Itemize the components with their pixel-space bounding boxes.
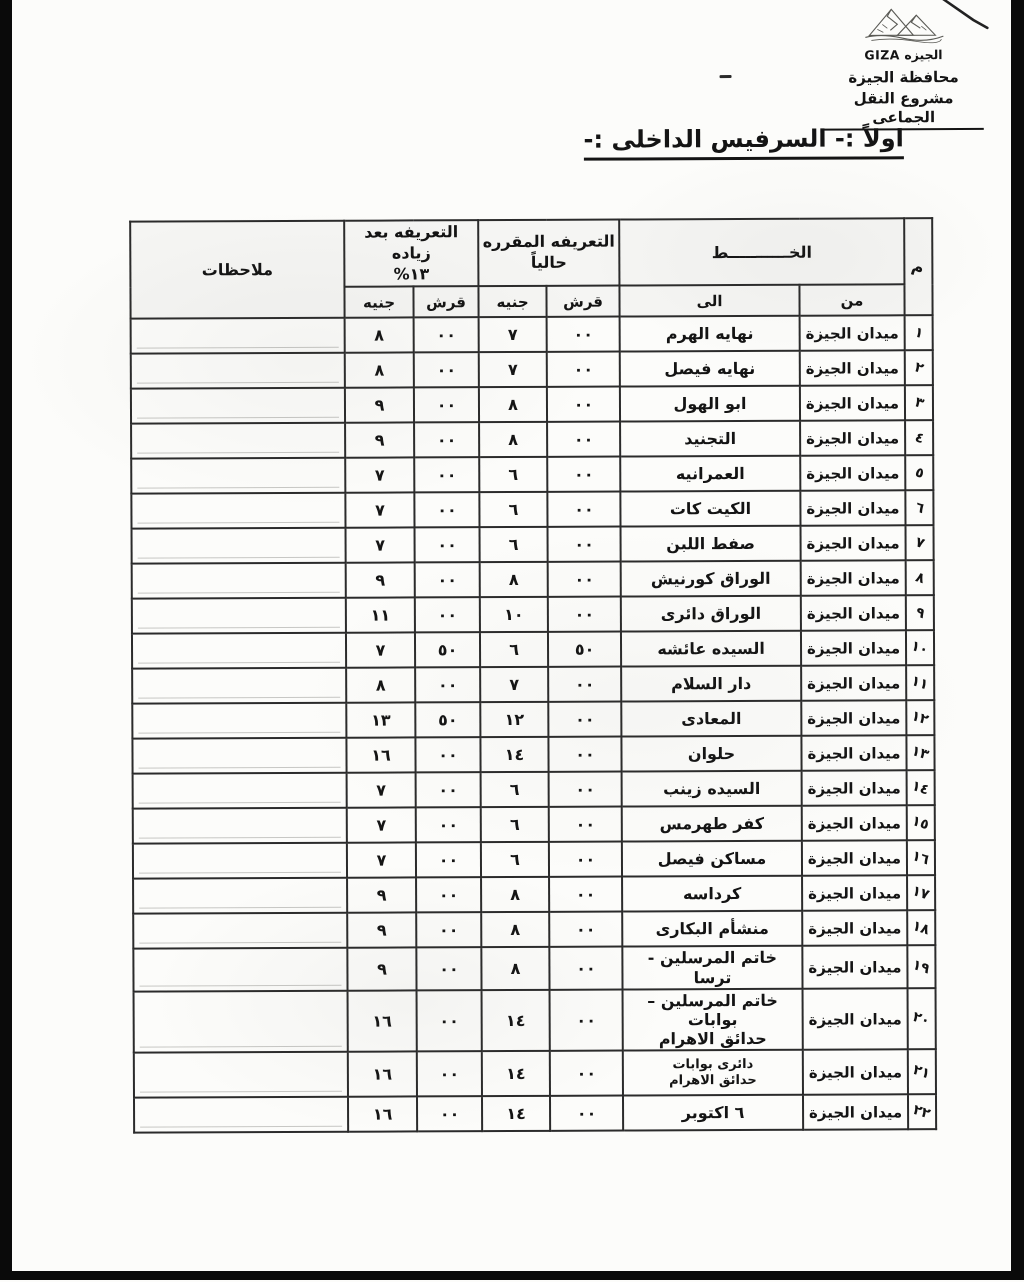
stray-dash-mark [720,75,732,78]
cell-destination: العمرانيه [620,456,800,492]
cell-destination: خاتم المرسلين - ترسا [622,946,802,989]
cell-new-qirsh: ٠٠ [415,738,480,773]
cell-new-qirsh: ٠٠ [414,388,479,423]
letterhead-project: مشروع النقل الجماعى [824,89,984,130]
cell-current-geneh: ٦ [479,457,547,492]
table-row [131,316,933,354]
cell-notes [131,423,345,459]
cell-new-qirsh: ٠٠ [415,528,480,563]
cell-origin: ميدان الجيزة [802,806,907,841]
cell-current-qirsh: ٠٠ [548,562,621,597]
cell-new-qirsh: ٠٠ [416,773,481,808]
cell-new-qirsh: ٠٠ [415,668,480,703]
cell-destination: المعادى [621,701,801,737]
cell-new-qirsh: ٠٠ [414,353,479,388]
cell-current-qirsh: ٠٠ [549,877,622,912]
cell-notes [131,388,345,424]
cell-current-geneh: ٦ [481,807,549,842]
cell-current-qirsh: ٠٠ [548,737,621,772]
header-qirsh-current: قرش [546,286,619,317]
cell-current-geneh: ٦ [481,772,549,807]
cell-destination: نهايه الهرم [620,316,800,352]
cell-destination: منشأم البكارى [622,911,802,947]
cell-row-number: ١٧ [907,876,935,911]
cell-origin: ميدان الجيزة [801,561,906,596]
cell-new-geneh: ٩ [346,563,415,598]
cell-current-geneh: ٧ [479,317,547,352]
cell-row-number: ٢١ [908,1049,936,1094]
scan-edge-bottom [0,1271,1024,1280]
cell-current-geneh: ٦ [480,527,548,562]
table-row [133,946,935,992]
cell-destination: السيده عائشه [621,631,801,667]
cell-destination: دار السلام [621,666,801,702]
header-geneh-after: جنيه [344,287,413,318]
cell-row-number: ٩ [906,596,934,631]
cell-notes [134,1097,348,1133]
table-row [132,526,934,564]
cell-origin: ميدان الجيزة [802,841,907,876]
cell-new-geneh: ٧ [345,493,414,528]
cell-notes [133,773,347,809]
cell-origin: ميدان الجيزة [803,1095,908,1130]
cell-notes [134,1052,348,1098]
cell-current-qirsh: ٠٠ [548,527,621,562]
cell-current-geneh: ١٤ [480,737,548,772]
cell-new-geneh: ٩ [345,423,414,458]
cell-new-geneh: ٨ [346,668,415,703]
header-geneh-current: جنيه [478,286,546,317]
cell-notes [133,878,347,914]
cell-destination: كفر طهرمس [622,806,802,842]
cell-origin: ميدان الجيزة [802,911,907,946]
pyramids-logo-icon [857,2,949,46]
cell-new-qirsh: ٠٠ [416,913,481,948]
cell-row-number: ٧ [906,526,934,561]
cell-new-qirsh: ٠٠ [414,318,479,353]
cell-origin: ميدان الجيزة [801,526,906,561]
cell-notes [132,738,346,774]
cell-notes [132,703,346,739]
cell-new-geneh: ٩ [347,948,416,991]
header-row-number: م [904,218,932,316]
cell-notes [131,458,345,494]
cell-destination: كرداسه [622,876,802,912]
cell-origin: ميدان الجيزة [801,736,906,771]
table-row [133,771,935,809]
cell-new-qirsh: ٥٠ [415,703,480,738]
cell-new-geneh: ٧ [347,773,416,808]
cell-origin: ميدان الجيزة [800,316,905,351]
cell-notes [132,668,346,704]
cell-origin: ميدان الجيزة [802,771,907,806]
cell-new-geneh: ٨ [345,353,414,388]
cell-current-qirsh: ٠٠ [547,422,620,457]
cell-current-qirsh: ٠٠ [549,842,622,877]
table-row [132,561,934,599]
cell-notes [132,633,346,669]
cell-row-number: ٢ [905,351,933,386]
cell-current-geneh: ٨ [481,912,549,947]
cell-origin: ميدان الجيزة [803,988,908,1050]
cell-notes [131,318,345,354]
cell-new-qirsh: ٠٠ [414,458,479,493]
header-qirsh-after: قرش [413,287,478,318]
table-row [131,386,933,424]
cell-origin: ميدان الجيزة [800,456,905,491]
cell-destination: مساكن فيصل [622,841,802,877]
cell-notes [134,990,348,1052]
cell-current-geneh: ١٠ [480,597,548,632]
page-title: اولاً :- السرفيس الداخلى :- [583,124,903,160]
cell-destination: التجنيد [620,421,800,457]
cell-row-number: ١٢ [906,701,934,736]
cell-current-qirsh: ٠٠ [549,807,622,842]
cell-current-geneh: ٨ [481,877,549,912]
cell-origin: ميدان الجيزة [801,631,906,666]
cell-new-geneh: ٧ [345,458,414,493]
table-row [134,1049,936,1097]
cell-new-geneh: ٧ [347,843,416,878]
cell-row-number: ١٣ [906,736,934,771]
cell-origin: ميدان الجيزة [800,491,905,526]
header-from: من [799,285,904,316]
cell-new-qirsh: ٠٠ [416,808,481,843]
cell-new-geneh: ٧ [347,808,416,843]
cell-current-qirsh: ٠٠ [550,1051,623,1096]
cell-current-qirsh: ٠٠ [549,912,622,947]
cell-origin: ميدان الجيزة [800,421,905,456]
cell-destination: ابو الهول [620,386,800,422]
cell-new-geneh: ٨ [345,318,414,353]
table-body [131,316,937,1133]
cell-new-qirsh: ٠٠ [414,493,479,528]
cell-row-number: ٤ [905,421,933,456]
cell-notes [131,353,345,389]
cell-new-qirsh: ٠٠ [416,843,481,878]
table-row [133,911,935,949]
cell-current-qirsh: ٠٠ [547,387,620,422]
scan-edge-left [0,0,12,1280]
cell-row-number: ٥ [905,456,933,491]
cell-new-qirsh: ٠٠ [415,598,480,633]
table-row [134,1094,936,1132]
cell-new-geneh: ٩ [347,913,416,948]
cell-notes [133,843,347,879]
cell-origin: ميدان الجيزة [803,1050,908,1095]
header-to: الى [619,285,799,317]
table-row [131,491,933,529]
cell-current-geneh: ١٢ [480,702,548,737]
cell-notes [132,563,346,599]
cell-new-geneh: ١٦ [348,990,417,1052]
cell-notes [132,598,346,634]
cell-notes [132,528,346,564]
cell-current-geneh: ٨ [480,562,548,597]
table-row [132,596,934,634]
table-row [132,631,934,669]
cell-current-geneh: ٦ [481,842,549,877]
cell-origin: ميدان الجيزة [801,596,906,631]
cell-destination: خاتم المرسلين – بوابات حدائق الاهرام [623,989,803,1051]
cell-current-qirsh: ٠٠ [549,947,622,990]
header-tariff-after-increase: التعريفه بعد زياده ١٣% [344,220,478,287]
cell-new-qirsh: ٠٠ [417,990,482,1052]
cell-current-geneh: ١٤ [482,1051,550,1096]
cell-new-qirsh: ٥٠ [415,633,480,668]
cell-destination: دائرى بوابات حدائق الاهرام [623,1050,803,1096]
cell-origin: ميدان الجيزة [800,351,905,386]
cell-current-geneh: ٦ [479,492,547,527]
cell-current-geneh: ٨ [481,947,549,990]
pen-stroke-mark [939,0,995,36]
cell-destination: صفط اللبن [621,526,801,562]
cell-current-qirsh: ٠٠ [548,597,621,632]
cell-notes [133,948,347,991]
cell-new-geneh: ٧ [346,528,415,563]
cell-new-qirsh: ٠٠ [417,1051,482,1096]
table-row [131,456,933,494]
tariff-table [129,217,937,1134]
cell-new-qirsh: ٠٠ [415,563,480,598]
cell-new-qirsh: ٠٠ [416,948,481,991]
header-tariff-current: التعريفه المقرره حالياً [478,220,619,287]
cell-row-number: ١٩ [907,946,935,988]
header-line: الخـــــــــــط [619,218,904,286]
cell-current-geneh: ٧ [479,352,547,387]
cell-row-number: ٢٠ [908,988,936,1050]
table-row [133,841,935,879]
cell-current-qirsh: ٠٠ [547,492,620,527]
cell-current-geneh: ٦ [480,632,548,667]
cell-destination: نهايه فيصل [620,351,800,387]
table-row [132,736,934,774]
cell-new-geneh: ١٦ [348,1052,417,1097]
cell-current-geneh: ١٤ [482,990,550,1052]
cell-current-geneh: ٨ [479,422,547,457]
cell-row-number: ٢٢ [908,1094,936,1129]
cell-new-geneh: ٩ [347,878,416,913]
cell-new-qirsh: ٠٠ [414,423,479,458]
cell-origin: ميدان الجيزة [801,666,906,701]
cell-current-qirsh: ٠٠ [547,352,620,387]
cell-new-qirsh: ٠٠ [417,1096,482,1131]
cell-origin: ميدان الجيزة [800,386,905,421]
cell-destination: الكيت كات [620,491,800,527]
cell-new-geneh: ١١ [346,598,415,633]
table-row [133,806,935,844]
cell-current-geneh: ١٤ [482,1096,550,1131]
cell-row-number: ٣ [905,386,933,421]
cell-new-geneh: ١٣ [346,703,415,738]
cell-destination: السيده زينب [622,771,802,807]
cell-new-geneh: ٧ [346,633,415,668]
cell-notes [133,808,347,844]
cell-destination: الوراق دائرى [621,596,801,632]
header-notes: ملاحظات [130,221,344,319]
letterhead-city: الجيزه GIZA [864,47,943,63]
cell-new-geneh: ٩ [345,388,414,423]
scan-edge-right [1011,0,1024,1280]
cell-current-geneh: ٧ [480,667,548,702]
cell-current-qirsh: ٠٠ [548,702,621,737]
cell-destination: الوراق كورنيش [621,561,801,597]
cell-current-qirsh: ٠٠ [547,457,620,492]
cell-destination: حلوان [621,736,801,772]
cell-current-qirsh: ٠٠ [550,1096,623,1131]
cell-current-qirsh: ٠٠ [548,667,621,702]
cell-destination: ٦ اكتوبر [623,1095,803,1131]
table-row [131,351,933,389]
cell-row-number: ٦ [905,491,933,526]
cell-row-number: ١٨ [907,911,935,946]
cell-new-geneh: ١٦ [348,1097,417,1132]
cell-row-number: ١١ [906,666,934,701]
cell-new-qirsh: ٠٠ [416,878,481,913]
cell-current-qirsh: ٠٠ [550,989,623,1051]
table-row [133,876,935,914]
table-row [132,701,934,739]
cell-notes [131,493,345,529]
cell-current-geneh: ٨ [479,387,547,422]
cell-new-geneh: ١٦ [346,738,415,773]
table-row [131,421,933,459]
cell-origin: ميدان الجيزة [802,876,907,911]
cell-row-number: ١٥ [907,806,935,841]
table-header [130,218,932,319]
cell-row-number: ١٠ [906,631,934,666]
table-row [132,666,934,704]
cell-current-qirsh: ٠٠ [549,772,622,807]
cell-notes [133,913,347,949]
table-row [134,988,936,1053]
cell-row-number: ١٦ [907,841,935,876]
cell-current-qirsh: ٥٠ [548,632,621,667]
cell-origin: ميدان الجيزة [802,946,907,989]
letterhead-governorate: محافظة الجيزة [848,67,959,87]
cell-row-number: ١٤ [907,771,935,806]
cell-current-qirsh: ٠٠ [547,317,620,352]
cell-origin: ميدان الجيزة [801,701,906,736]
cell-row-number: ١ [905,316,933,351]
cell-row-number: ٨ [906,561,934,596]
